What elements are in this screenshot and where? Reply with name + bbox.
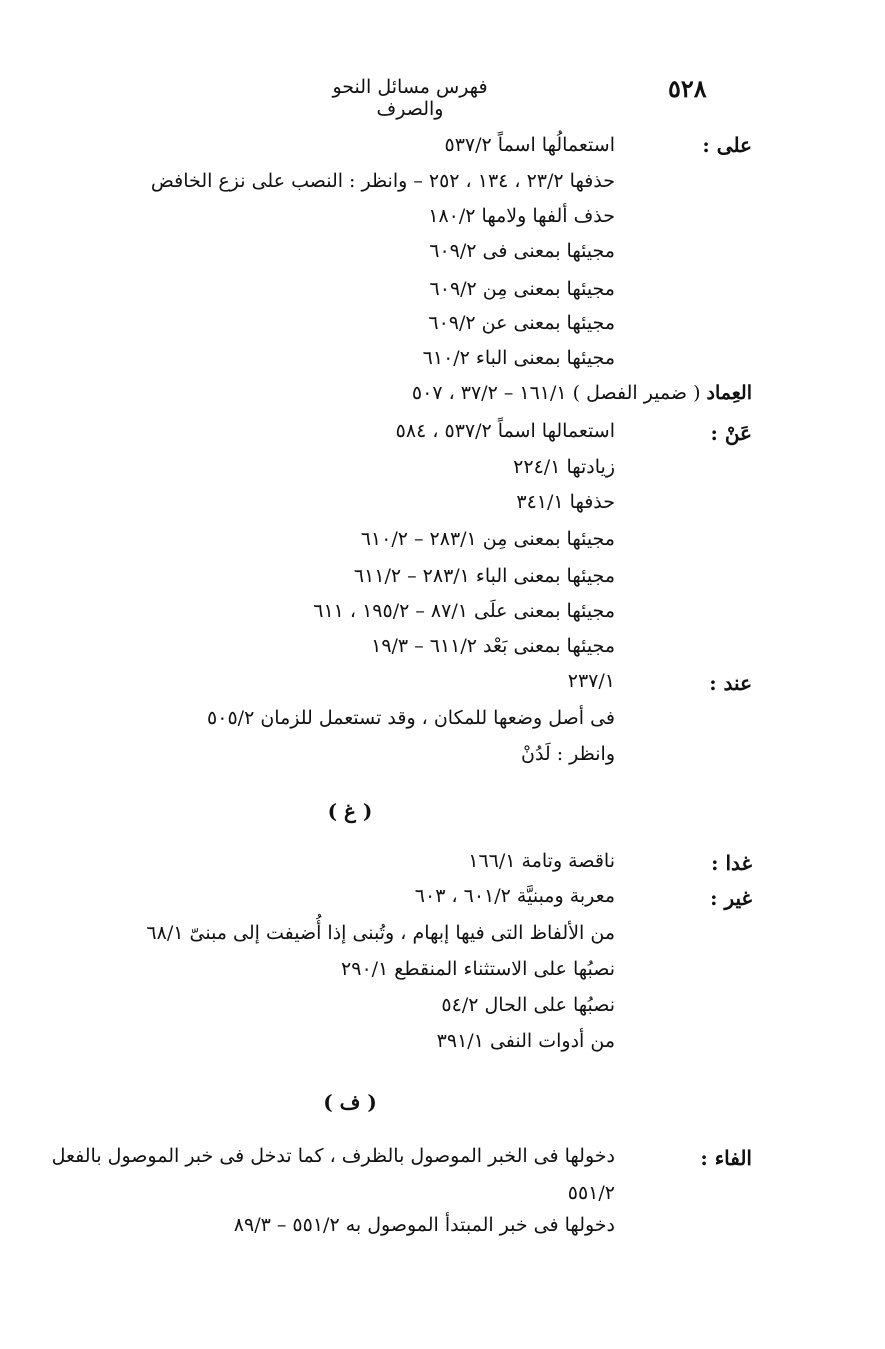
index-line: دخولها فى خبر المبتدأ الموصول به ٥٥١/٢ – ٨٩/٣: [233, 1214, 615, 1236]
index-line: من الألفاظ التى فيها إبهام ، وتُبنى إذا أُضيفت إلى مبنىّ ٦٨/١: [146, 922, 615, 944]
index-line: مجيئها بمعنى الباء ٢٨٣/١ – ٦١١/٢: [353, 565, 615, 587]
index-line: استعمالُها اسماً ٥٣٧/٢: [444, 134, 615, 156]
section-heading: ( ف ): [323, 1090, 377, 1114]
index-line: ناقصة وتامة ١٦٦/١: [468, 850, 615, 872]
index-line: مجيئها بمعنى مِن ٢٨٣/١ – ٦١٠/٢: [360, 528, 615, 550]
index-line: مجيئها بمعنى بَعْد ٦١١/٢ – ١٩/٣: [371, 635, 615, 657]
index-term: العِماد: [706, 382, 752, 404]
index-line: مجيئها بمعنى الباء ٦١٠/٢: [422, 347, 615, 369]
index-line: نصبُها على الحال ٥٤/٢: [441, 994, 615, 1016]
index-line: حذفها ٢٣/٢ ، ١٣٤ ، ٢٥٢ – وانظر : النصب على نزع الخافض: [150, 170, 615, 192]
index-term: عَنْ :: [710, 421, 752, 445]
index-line: زيادتها ٢٢٤/١: [513, 456, 615, 478]
index-line-text: ( ضمير الفصل ) ١٦١/١ – ٣٧/٢ ، ٥٠٧: [411, 382, 707, 404]
index-line: معربة ومبنيَّة ٦٠١/٢ ، ٦٠٣: [414, 885, 615, 907]
index-line: نصبُها على الاستثناء المنقطع ٢٩٠/١: [341, 958, 615, 980]
index-line: وانظر : لَدُنْ: [520, 743, 615, 765]
index-line: مجيئها بمعنى فى ٦٠٩/٢: [429, 240, 615, 262]
index-term: غير :: [710, 886, 752, 910]
index-term: عند :: [709, 671, 752, 695]
index-line: استعمالها اسماً ٥٣٧/٢ ، ٥٨٤: [395, 420, 615, 442]
index-line-inline-term: [412, 382, 752, 404]
index-line: فى أصل وضعها للمكان ، وقد تستعمل للزمان ٥٠٥/٢: [207, 707, 615, 729]
index-line: مجيئها بمعنى علَى ٨٧/١ – ١٩٥/٢ ، ٦١١: [313, 600, 615, 622]
running-title: فهرس مسائل النحو والصرف: [332, 76, 488, 120]
index-line: حذفها ٣٤١/١: [516, 491, 615, 513]
index-term: غدا :: [711, 851, 752, 875]
index-line: من أدوات النفى ٣٩١/١: [436, 1030, 615, 1052]
index-line: مجيئها بمعنى مِن ٦٠٩/٢: [429, 278, 615, 300]
index-term: على :: [702, 133, 752, 157]
index-term: الفاء :: [700, 1146, 752, 1170]
index-line: مجيئها بمعنى عن ٦٠٩/٢: [428, 312, 615, 334]
index-line: حذف ألفها ولامها ١٨٠/٢: [428, 205, 615, 227]
index-line: ٢٣٧/١: [567, 670, 615, 692]
index-line: دخولها فى الخبر الموصول بالظرف ، كما تدخل فى خبر الموصول بالفعل: [51, 1145, 615, 1167]
index-line: ٥٥١/٢: [567, 1182, 615, 1204]
section-heading: ( غ ): [327, 799, 373, 823]
page-number: ٥٢٨: [668, 74, 707, 103]
